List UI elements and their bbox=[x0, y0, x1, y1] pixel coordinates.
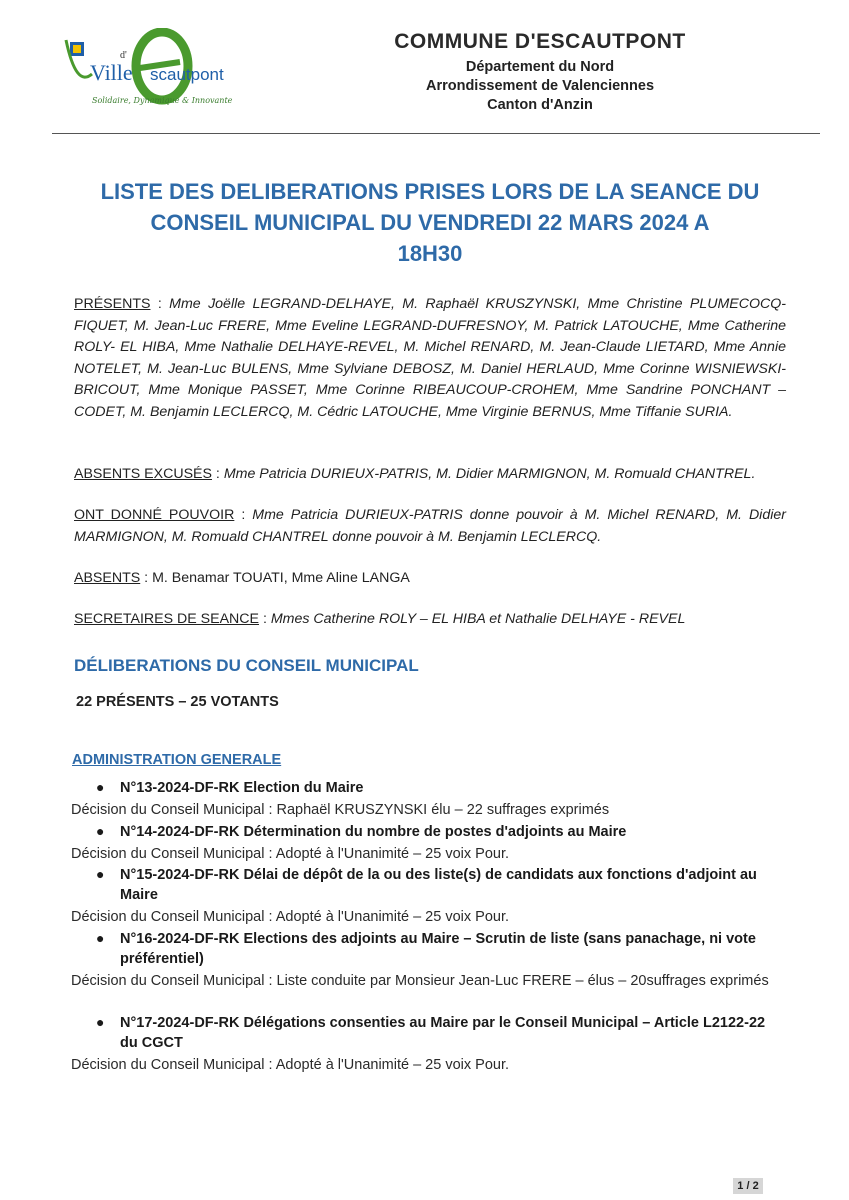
title-line-2: CONSEIL MUNICIPAL DU VENDREDI 22 MARS 2024 A bbox=[150, 210, 710, 235]
presents-label: PRÉSENTS bbox=[74, 296, 151, 312]
bullet-icon: ● bbox=[96, 779, 105, 795]
secretaires-label: SECRETAIRES DE SEANCE bbox=[74, 611, 260, 627]
bullet-icon: ● bbox=[96, 1014, 105, 1030]
page-indicator: 1 / 2 bbox=[733, 1178, 763, 1194]
pouvoir-label: ONT DONNÉ POUVOIR bbox=[74, 507, 235, 523]
pouvoir-text: Mme Patricia DURIEUX-PATRIS donne pouvoir à M. Michel RENARD, M. Didier MARMIGNON, M. Romuald CHANTREL donne pouvoir à M. Benjamin LECLERCQ. bbox=[74, 507, 786, 545]
title-line-1: LISTE DES DELIBERATIONS PRISES LORS DE LA SEANCE DU bbox=[100, 179, 760, 204]
deliberations-section-title: DÉLIBERATIONS DU CONSEIL MUNICIPAL bbox=[74, 656, 419, 675]
excuses-label: ABSENTS EXCUSÉS bbox=[74, 466, 212, 482]
logo-tagline: Solidaire, Dynamique & Innovante bbox=[92, 96, 233, 105]
absents-label: ABSENTS bbox=[74, 570, 141, 586]
excuses-text: Mme Patricia DURIEUX-PATRIS, M. Didier MARMIGNON, M. Romuald CHANTREL. bbox=[223, 466, 756, 482]
category-heading: ADMINISTRATION GENERALE bbox=[72, 752, 282, 768]
department-line: Département du Nord bbox=[465, 59, 615, 75]
bullet-icon: ● bbox=[96, 866, 105, 882]
commune-header bbox=[330, 30, 750, 113]
canton-line: Canton d'Anzin bbox=[487, 97, 593, 113]
deliberation-heading: N°17-2024-DF-RK Délégations consenties au Maire par le Conseil Municipal – Article L2122-22 du CGCT bbox=[120, 1015, 766, 1051]
title-line-3: 18H30 bbox=[397, 241, 463, 266]
deliberation-heading: N°16-2024-DF-RK Elections des adjoints au Maire – Scrutin de liste (sans panachage, ni vote préférentiel) bbox=[120, 931, 756, 967]
deliberation-decision: Décision du Conseil Municipal : Raphaël KRUSZYNSKI élu – 22 suffrages exprimés bbox=[71, 802, 610, 818]
document-title bbox=[60, 176, 800, 269]
pouvoir-paragraph: ONT DONNÉ POUVOIR : Mme Patricia DURIEUX-PATRIS donne pouvoir à M. Michel RENARD, M. Didier MARMIGNON, M. Romuald CHANTREL donne pouvoir à M. Benjamin LECLERCQ. bbox=[74, 507, 786, 545]
presents-paragraph: PRÉSENTS : Mme Joëlle LEGRAND-DELHAYE, M. Raphaël KRUSZYNSKI, Mme Christine PLUMECOCQ-FIQUET, M. Jean-Luc FRERE, Mme Eveline LEGRAND-DUFRESNOY, M. Patrick LATOUCHE, Mme Catherine ROLY- EL HIBA, Mme Nathalie DELHAYE-REVEL, M. Michel RENARD, M. Jean-Claude LIETARD, Mme Annie NOTELET, M. Jean-Luc BULENS, Mme Sylviane DEBOSZ, M. Daniel HERLAUD, Mme Corinne WISNIEWSKI-BRICOUT, Mme Monique PASSET, Mme Corinne RIBEAUCOUP-CROHEM, Mme Sandrine PONCHANT – CODET, M. Benjamin LECLERCQ, M. Cédric LATOUCHE, Mme Virginie BERNUS, Mme Tiffanie SURIA. bbox=[74, 296, 787, 420]
bullet-icon: ● bbox=[96, 823, 105, 839]
logo-d-text: d' bbox=[120, 50, 127, 61]
deliberation-decision: Décision du Conseil Municipal : Liste conduite par Monsieur Jean-Luc FRERE – élus – 20suffrages exprimés bbox=[71, 973, 769, 989]
logo-ville-text: Ville bbox=[90, 60, 133, 85]
arrondissement-line: Arrondissement de Valenciennes bbox=[425, 78, 655, 94]
deliberation-heading: N°13-2024-DF-RK Election du Maire bbox=[120, 780, 364, 796]
header-divider bbox=[52, 133, 820, 134]
deliberation-decision: Décision du Conseil Municipal : Adopté à l'Unanimité – 25 voix Pour. bbox=[71, 1057, 510, 1073]
deliberation-heading: N°15-2024-DF-RK Délai de dépôt de la ou des liste(s) de candidats aux fonctions d'adjoint au Maire bbox=[120, 867, 757, 903]
commune-title: COMMUNE D'ESCAUTPONT bbox=[394, 30, 686, 53]
deliberation-decision: Décision du Conseil Municipal : Adopté à l'Unanimité – 25 voix Pour. bbox=[71, 909, 510, 925]
excuses-paragraph: ABSENTS EXCUSÉS : Mme Patricia DURIEUX-PATRIS, M. Didier MARMIGNON, M. Romuald CHANTREL. bbox=[74, 466, 756, 482]
secretaires-paragraph: SECRETAIRES DE SEANCE : Mmes Catherine ROLY – EL HIBA et Nathalie DELHAYE - REVEL bbox=[74, 611, 686, 627]
deliberation-heading: N°14-2024-DF-RK Détermination du nombre de postes d'adjoints au Maire bbox=[120, 824, 627, 840]
presents-text: Mme Joëlle LEGRAND-DELHAYE, M. Raphaël KRUSZYNSKI, Mme Christine PLUMECOCQ-FIQUET, M. Jean-Luc FRERE, Mme Eveline LEGRAND-DUFRESNOY, M. Patrick LATOUCHE, Mme Catherine ROLY- EL HIBA, Mme Nathalie DELHAYE-REVEL, M. Michel RENARD, M. Jean-Claude LIETARD, Mme Annie NOTELET, M. Jean-Luc BULENS, Mme Sylviane DEBOSZ, M. Daniel HERLAUD, Mme Corinne WISNIEWSKI-BRICOUT, Mme Monique PASSET, Mme Corinne RIBEAUCOUP-CROHEM, Mme Sandrine PONCHANT – CODET, M. Benjamin LECLERCQ, M. Cédric LATOUCHE, Mme Virginie BERNUS, Mme Tiffanie SURIA. bbox=[74, 296, 787, 420]
deliberation-decision: Décision du Conseil Municipal : Adopté à l'Unanimité – 25 voix Pour. bbox=[71, 846, 510, 862]
absents-paragraph: ABSENTS : M. Benamar TOUATI, Mme Aline LANGA bbox=[74, 570, 410, 586]
logo-name-text: scautpont bbox=[150, 65, 224, 84]
secretaires-text: Mmes Catherine ROLY – EL HIBA et Nathalie DELHAYE - REVEL bbox=[270, 611, 686, 627]
absents-text: M. Benamar TOUATI, Mme Aline LANGA bbox=[152, 570, 410, 586]
attendance-counts: 22 PRÉSENTS – 25 VOTANTS bbox=[76, 694, 279, 710]
bullet-icon: ● bbox=[96, 930, 105, 946]
